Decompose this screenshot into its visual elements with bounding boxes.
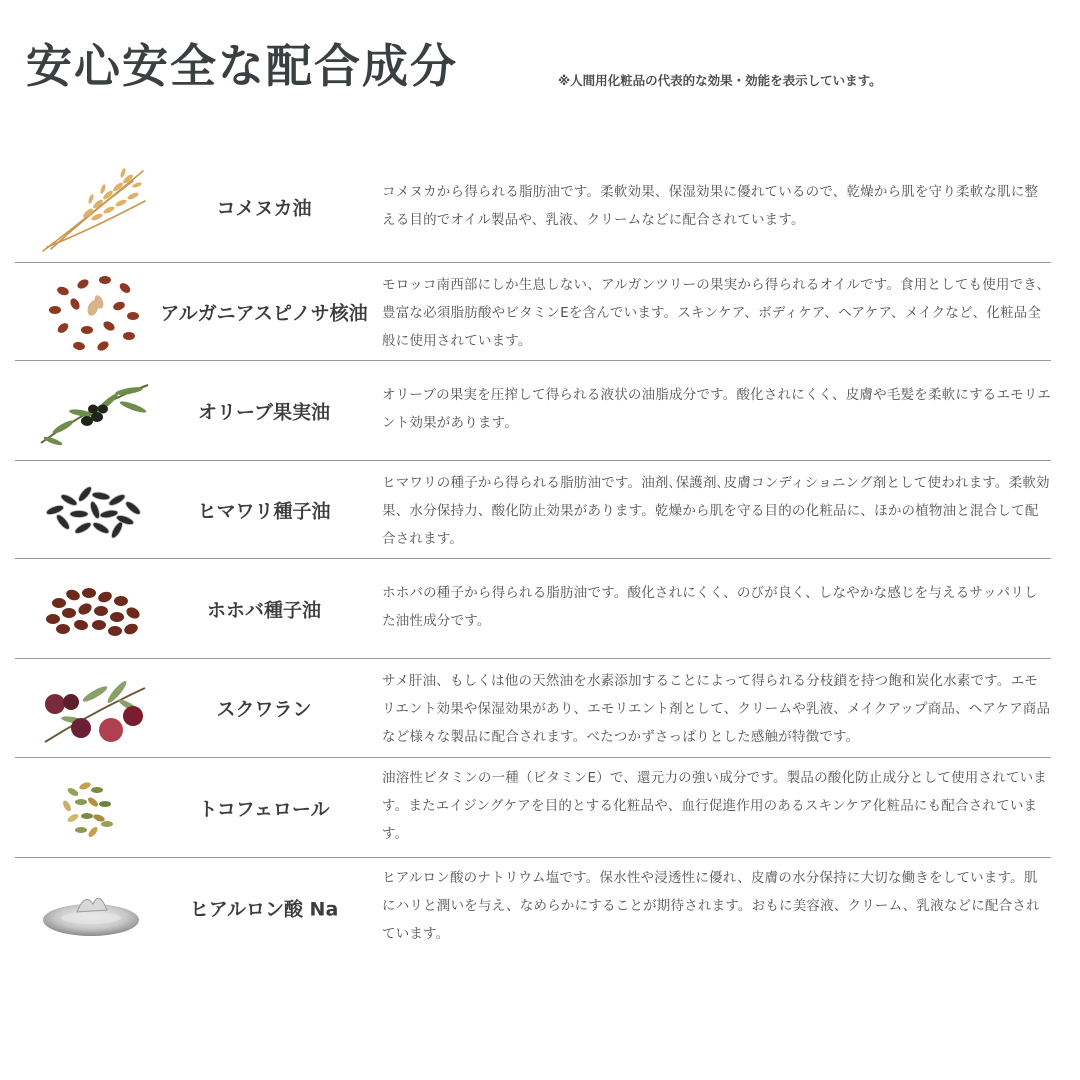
seed-pile-icon bbox=[33, 762, 151, 854]
ingredient-name: トコフェロール bbox=[198, 798, 330, 820]
ingredient-name: ヒアルロン酸 Na bbox=[189, 898, 339, 921]
disclaimer-note: ※人間用化粧品の代表的な効果・効能を表示しています。 bbox=[558, 73, 882, 88]
ingredient-row bbox=[15, 263, 1051, 361]
ingredient-name: オリーブ果実油 bbox=[197, 401, 331, 423]
olive-branch-icon bbox=[33, 365, 151, 457]
ingredient-description: オリーブの果実を圧搾して得られる液状の油脂成分です。酸化されにくく、皮膚や毛髪を柔軟にするエモリエント効果があります。 bbox=[382, 387, 1052, 431]
ingredient-description: ヒアルロン酸のナトリウム塩です。保水性や浸透性に優れ、皮膚の水分保持に大切な働きをしています。肌にハリと潤いを与え、なめらかにすることが期待されます。おもに美容液、クリーム、乳液などに配合されています。 bbox=[382, 870, 1040, 942]
ingredient-row bbox=[15, 559, 1051, 659]
page-title: 安心安全な配合成分 bbox=[26, 39, 458, 93]
olive-fruit-icon bbox=[33, 662, 151, 754]
argan-nuts-icon bbox=[33, 266, 151, 358]
ingredient-row bbox=[15, 361, 1051, 461]
ingredient-name: ヒマワリ種子油 bbox=[197, 500, 331, 522]
jojoba-seeds-icon bbox=[33, 563, 151, 655]
ingredient-name: アルガニアスピノサ核油 bbox=[160, 302, 368, 324]
ingredient-row bbox=[15, 659, 1051, 758]
ingredient-row bbox=[15, 152, 1051, 263]
ingredient-description: サメ肝油、もしくは他の天然油を水素添加することによって得られる分枝鎖を持つ飽和炭化水素です。エモリエント効果や保湿効果があり、エモリエント剤として、クリームや乳液、メイクアップ商品、ヘアケア商品など様々な製品に配合されます。べたつかずさっぱりとした感触が特徴です。 bbox=[382, 673, 1051, 745]
ingredient-description: ホホバの種子から得られる脂肪油です。酸化されにくく、のびが良く、しなやかな感じを与えるサッパリした油性成分です。 bbox=[382, 585, 1038, 629]
ingredient-description: コメヌカから得られる脂肪油です。柔軟効果、保湿効果に優れているので、乾燥から肌を守り柔軟な肌に整える目的でオイル製品や、乳液、クリームなどに配合されています。 bbox=[382, 184, 1039, 228]
ingredient-list bbox=[15, 152, 1051, 958]
ingredient-row bbox=[15, 758, 1051, 858]
ingredient-name: スクワラン bbox=[216, 698, 312, 721]
ingredient-name: ホホバ種子油 bbox=[206, 599, 321, 621]
rice-bran-icon bbox=[33, 161, 151, 253]
ingredient-row bbox=[15, 461, 1051, 559]
sunflower-seeds-icon bbox=[33, 464, 151, 556]
ingredient-description: 油溶性ビタミンの一種（ビタミンE）で、還元力の強い成分です。製品の酸化防止成分として使用されています。またエイジングケアを目的とする化粧品や、血行促進作用のあるスキンケア化粧品にも配合されています。 bbox=[382, 770, 1047, 842]
ingredient-row bbox=[15, 858, 1051, 958]
gel-dollop-icon bbox=[33, 862, 151, 954]
ingredient-name: コメヌカ油 bbox=[216, 197, 312, 220]
ingredient-description: モロッコ南西部にしか生息しない、アルガンツリーの果実から得られるオイルです。食用としても使用でき、豊富な必須脂肪酸やビタミンEを含んでいます。スキンケア、ボディケア、ヘアケア、メイクなど、化粧品全般に使用されています。 bbox=[382, 277, 1051, 349]
ingredient-description: ヒマワリの種子から得られる脂肪油です。油剤､保護剤､皮膚コンディショニング剤として使われます。柔軟効果、水分保持力、酸化防止効果があります。乾燥から肌を守る目的の化粧品に、ほかの植物油と混合して配合されます。 bbox=[382, 475, 1050, 547]
